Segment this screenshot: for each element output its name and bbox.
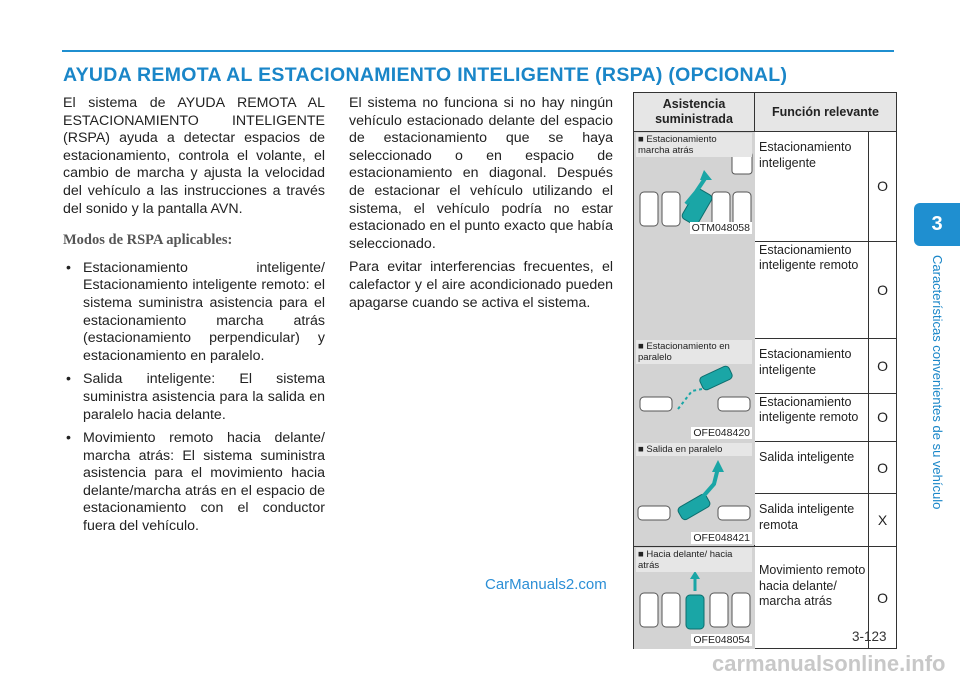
table-row	[634, 442, 897, 494]
mark-cell: O	[869, 132, 897, 242]
mark-cell: O	[869, 442, 897, 494]
section-title: AYUDA REMOTA AL ESTACIONAMIENTO INTELIGENTE (RSPA) (OPCIONAL)	[63, 64, 788, 86]
chapter-tab: 3	[914, 203, 960, 246]
function-cell: Salida inteligente	[755, 442, 869, 494]
mark-cell: O	[869, 339, 897, 394]
image-code: OFE048421	[693, 532, 750, 544]
modes-subheading: Modos de RSPA aplicables:	[63, 232, 233, 249]
watermark-carmanuals2: CarManuals2.com	[485, 576, 607, 593]
top-rule	[62, 50, 894, 52]
function-cell: Estacionamiento inteligente	[755, 132, 869, 242]
function-table	[633, 92, 897, 649]
illustration-parallel-exit	[634, 442, 755, 547]
left-column	[63, 95, 325, 542]
list-item: • Movimiento remoto hacia delante/ marcha atrás: El sistema suministra asistencia para el movimiento hacia delante/marcha atrás en el espacio de estacionamiento con el conductor fuera del vehículo.	[66, 430, 325, 535]
mark-cell: O	[869, 393, 897, 441]
image-code: OTM048058	[691, 222, 750, 234]
list-item: • Estacionamiento inteligente/ Estacionamiento inteligente remoto: el sistema suministra asistencia para el estacionamiento marcha atrás (estacionamiento perpendicular) y estacionamiento en paralelo.	[66, 259, 325, 364]
modes-list	[63, 260, 325, 536]
limitation-paragraph: El sistema no funciona si no hay ningún vehículo estacionado delante del espacio de estacionamiento que se haya seleccionado o en espacio de estacionamiento en diagonal. Después de estacionar el vehículo utilizando el sistema, el vehículo podría no estar estacionado en el punto exacto que había seleccionado.	[349, 95, 613, 252]
list-item: • Salida inteligente: El sistema suministra asistencia para la salida en paralelo hacia delante.	[66, 371, 325, 423]
image-code: OFE048420	[693, 427, 750, 439]
illustration-reverse-parking	[634, 132, 755, 339]
interference-paragraph: Para evitar interferencias frecuentes, el calefactor y el aire acondicionado pueden apagarse cuando se activa el sistema.	[349, 259, 613, 311]
header-assist: Asistencia suministrada	[634, 93, 755, 132]
function-cell: Salida inteligente remota	[755, 494, 869, 547]
caption-reverse-parking: ■ Estacionamiento marcha atrás	[636, 133, 752, 157]
function-cell: Estacionamiento inteligente	[755, 339, 869, 394]
intro-paragraph: El sistema de AYUDA REMOTA AL ESTACIONAMIENTO INTELIGENTE (RSPA) ayuda a detectar espacios de estacionamiento, controla el volante, el cambio de marcha y ajusta la velocidad del vehículo a las instrucciones a través del sonido y la pantalla AVN.	[63, 95, 325, 217]
page-number: 3-123	[852, 629, 887, 644]
table-row	[634, 339, 897, 394]
image-code: OFE048054	[693, 634, 750, 646]
illustration-parallel-parking	[634, 339, 755, 442]
reverse-parking-diagram	[634, 132, 755, 339]
function-cell: Movimiento remoto hacia delante/ marcha atrás	[755, 547, 869, 649]
table-row	[634, 132, 897, 242]
parallel-exit-diagram	[634, 442, 755, 545]
middle-column	[349, 95, 613, 318]
illustration-forward-backward	[634, 547, 755, 649]
mark-cell: O	[869, 241, 897, 338]
function-cell: Estacionamiento inteligente remoto	[755, 393, 869, 441]
mark-cell: O	[869, 547, 897, 649]
caption-parallel-parking: ■ Estacionamiento en paralelo	[636, 340, 752, 364]
table-header-row	[634, 93, 897, 132]
mark-cell: X	[869, 494, 897, 547]
watermark-carmanualsonline: carmanualsonline.info	[712, 651, 946, 676]
function-cell: Estacionamiento inteligente remoto	[755, 241, 869, 338]
header-function: Función relevante	[755, 93, 897, 132]
caption-forward-backward: ■ Hacia delante/ hacia atrás	[636, 548, 752, 572]
caption-parallel-exit: ■ Salida en paralelo	[636, 443, 752, 456]
chapter-title: Características convenientes de su vehículo	[930, 255, 945, 510]
